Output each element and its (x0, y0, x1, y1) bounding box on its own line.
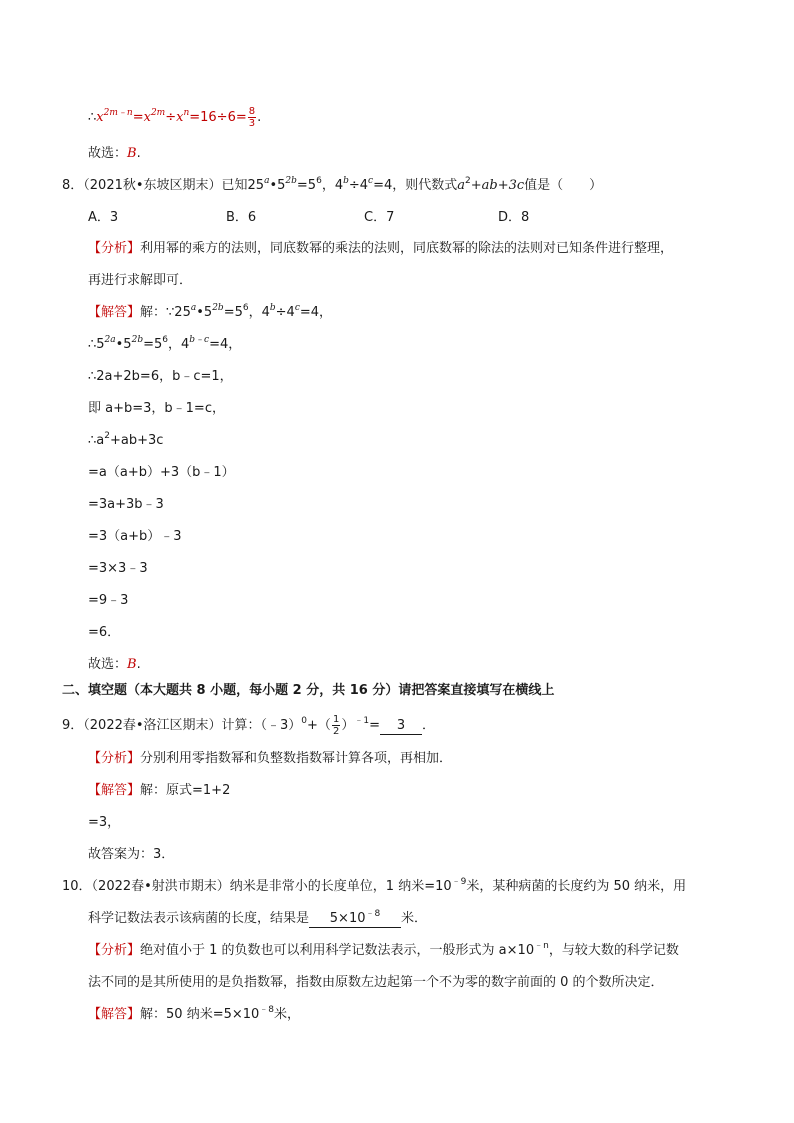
q9-answer-blank (380, 718, 422, 735)
ans1-d-exp: b (269, 303, 276, 313)
q8-answer-line4: 即 a+b=3，b﹣1=c， (88, 401, 225, 416)
frac-den: 3 (248, 118, 256, 129)
ans2-a: ∴5 (88, 337, 105, 352)
math-x3: x (176, 110, 184, 125)
ans2-b-exp: 2b (131, 335, 144, 345)
q8-analysis-line1 (88, 240, 673, 258)
q8-step-4: =3×3﹣3 (88, 561, 148, 576)
q10-stem-line2 (88, 910, 427, 928)
section-heading: 二、填空题（本大题共 8 小题，每小题 2 分，共 16 分）请把答案直接填写在横线上 (62, 683, 555, 698)
q9-eq: = (369, 718, 380, 733)
prev-answer-line (88, 106, 261, 130)
choice-end: . (136, 657, 141, 672)
ans2-e: =4， (209, 337, 242, 352)
q8-expr-a-exp: 2 (465, 176, 471, 186)
q10-stem-exp: ﹣9 (451, 877, 467, 887)
q9-frac-num: 1 (332, 714, 340, 725)
ans1-c-exp: 6 (242, 303, 249, 313)
calc-tail: =16÷6= (189, 110, 247, 125)
math-x2: x (143, 110, 151, 125)
choice-end: . (136, 146, 141, 161)
analysis-tag: 【分析】 (88, 943, 141, 958)
q8-s1b: •5 (269, 178, 286, 193)
q8-stem-end: 值是（ ） (524, 178, 603, 193)
q8-answer-line2 (88, 336, 241, 354)
exp-n: n (183, 108, 190, 118)
ans2-a-exp: 2a (104, 335, 116, 345)
q9-stem-a: 9．（2022春•洛江区期末）计算：（﹣3） (62, 718, 302, 733)
analysis-tag: 【分析】 (88, 751, 141, 766)
ans1-f: =4， (299, 305, 333, 320)
choice-label: 故选： (88, 657, 128, 672)
q8-step-3: =3（a+b）﹣3 (88, 529, 182, 544)
q8-step-1: =a（a+b）+3（b﹣1） (88, 465, 235, 480)
q8-source: 8．（2021秋•东坡区期末）已知 (62, 178, 248, 193)
q9-answer (88, 782, 230, 800)
choice-value: B (127, 657, 137, 672)
div: ÷ (165, 110, 177, 125)
period: . (257, 110, 262, 125)
q8-s1c-exp: 6 (316, 176, 322, 186)
ans5-exp: 2 (104, 431, 110, 441)
fraction-8-3 (248, 106, 256, 129)
ans1-b-exp: 2b (212, 303, 224, 313)
q10-analysis-line2: 法不同的是其所使用的是负指数幂，指数由原数左边起第一个不为零的数字前面的 0 的个数所决定． (88, 975, 664, 990)
ans1-d: ，4 (248, 305, 270, 320)
q8-s1d: ，4 (321, 178, 344, 193)
q8-option-d: D．8 (498, 210, 530, 225)
frac-num: 8 (248, 106, 256, 117)
analysis-text: 利用幂的乘方的法则，同底数幂的乘法的法则，同底数幂的除法的法则对已知条件进行整理， (140, 241, 674, 256)
q10-analysis-line1 (88, 942, 679, 960)
q8-s1e: ÷4 (348, 178, 369, 193)
q8-step-5: =9﹣3 (88, 593, 129, 608)
q9-close: ） (341, 718, 355, 733)
prev-choice-line (88, 145, 141, 163)
q8-option-b: B．6 (226, 210, 257, 225)
answer-text: 解：原式=1+2 (140, 783, 231, 798)
ans5-b: +ab+3c (109, 433, 164, 448)
exp-2m-n: 2m﹣n (103, 108, 133, 118)
ans5-a: ∴a (88, 433, 105, 448)
q10-blank-exp: ﹣8 (365, 909, 381, 919)
q9-answer: 3 (396, 718, 406, 733)
q8-answer-line1 (88, 304, 332, 322)
choice-label: 故选： (88, 146, 128, 161)
ans2-c-exp: 6 (162, 335, 168, 345)
answer-tag: 【解答】 (88, 1007, 141, 1022)
q8-expr-a: a (457, 178, 466, 193)
analysis-text: 分别利用零指数幂和负整数指数幂计算各项，再相加． (140, 751, 453, 766)
eq: = (132, 110, 144, 125)
exp-2m: 2m (150, 108, 166, 118)
therefore-symbol: ∴ (88, 110, 97, 125)
ans1-a: ∵25 (166, 305, 191, 320)
q9-plus: +（ (307, 718, 331, 733)
answer-tag: 【解答】 (88, 783, 141, 798)
q9-exp0: 0 (301, 716, 308, 726)
q9-frac-den: 2 (332, 726, 340, 737)
q8-s1d-exp: b (343, 176, 349, 186)
q10-blank-a: 5×10 (329, 911, 366, 926)
q10-line2-a: 科学记数法表示该病菌的长度，结果是 (88, 911, 310, 926)
q8-step-6: =6． (88, 625, 121, 640)
ans2-c: =5 (143, 337, 163, 352)
q8-answer-line3: ∴2a+2b=6，b﹣c=1， (88, 369, 233, 384)
q8-answer-line5 (88, 432, 163, 450)
q10-answer-b: 米， (274, 1007, 301, 1022)
q9-analysis (88, 750, 452, 768)
q8-step-2: =3a+3b﹣3 (88, 497, 164, 512)
answer-tag: 【解答】 (88, 305, 141, 320)
ans2-b: •5 (115, 337, 132, 352)
q10-answer (88, 1006, 300, 1024)
ans1-a-exp: a (190, 303, 197, 313)
analysis-tag: 【分析】 (88, 241, 141, 256)
q8-stem (62, 177, 602, 195)
choice-value: B (127, 146, 137, 161)
q10-stem-line1 (62, 878, 686, 896)
q10-answer-a: 解：50 纳米=5×10 (140, 1007, 260, 1022)
q8-choice-line (88, 656, 141, 674)
q9-fraction (332, 714, 340, 737)
q9-conclusion: 故答案为：3． (88, 847, 175, 862)
q9-step: =3， (88, 815, 121, 830)
q10-stem-b: 米，某种病菌的长度约为 50 纳米，用 (466, 879, 687, 894)
q10-analysis-a: 绝对值小于 1 的负数也可以利用科学记数法表示，一般形式为 a×10 (140, 943, 535, 958)
q9-exp-neg1: ﹣1 (354, 716, 370, 726)
q8-s1: 25 (247, 178, 265, 193)
q10-line2-b: 米． (401, 911, 428, 926)
q8-option-c: C．7 (364, 210, 395, 225)
q9-end: ． (421, 718, 435, 733)
q8-s1-exp: a (264, 176, 270, 186)
q8-s1b-exp: 2b (285, 176, 297, 186)
q8-s1f: =4，则代数式 (373, 178, 458, 193)
q8-option-a: A．3 (88, 210, 119, 225)
q8-expr-rest: +ab+3c (470, 178, 525, 193)
q8-s1e-exp: c (368, 176, 374, 186)
q10-analysis-b: ，与较大数的科学记数 (548, 943, 679, 958)
q8-s1c: =5 (296, 178, 317, 193)
ans1-b: •5 (196, 305, 213, 320)
ans1-e-exp: c (294, 303, 300, 313)
q8-analysis-line2: 再进行求解即可． (88, 273, 193, 288)
ans1-c: =5 (223, 305, 243, 320)
math-x: x (96, 110, 104, 125)
q10-stem-a: 10．（2022春•射洪市期末）纳米是非常小的长度单位，1 纳米=10 (62, 879, 452, 894)
answer-label: 解： (140, 305, 167, 320)
ans2-d: ，4 (168, 337, 190, 352)
q9-stem (62, 714, 435, 737)
q10-answer-exp: ﹣8 (259, 1005, 275, 1015)
q10-answer-blank (309, 911, 401, 928)
ans2-d-exp: b﹣c (189, 335, 210, 345)
ans1-e: ÷4 (275, 305, 295, 320)
q10-analysis-exp: ﹣n (534, 941, 549, 951)
